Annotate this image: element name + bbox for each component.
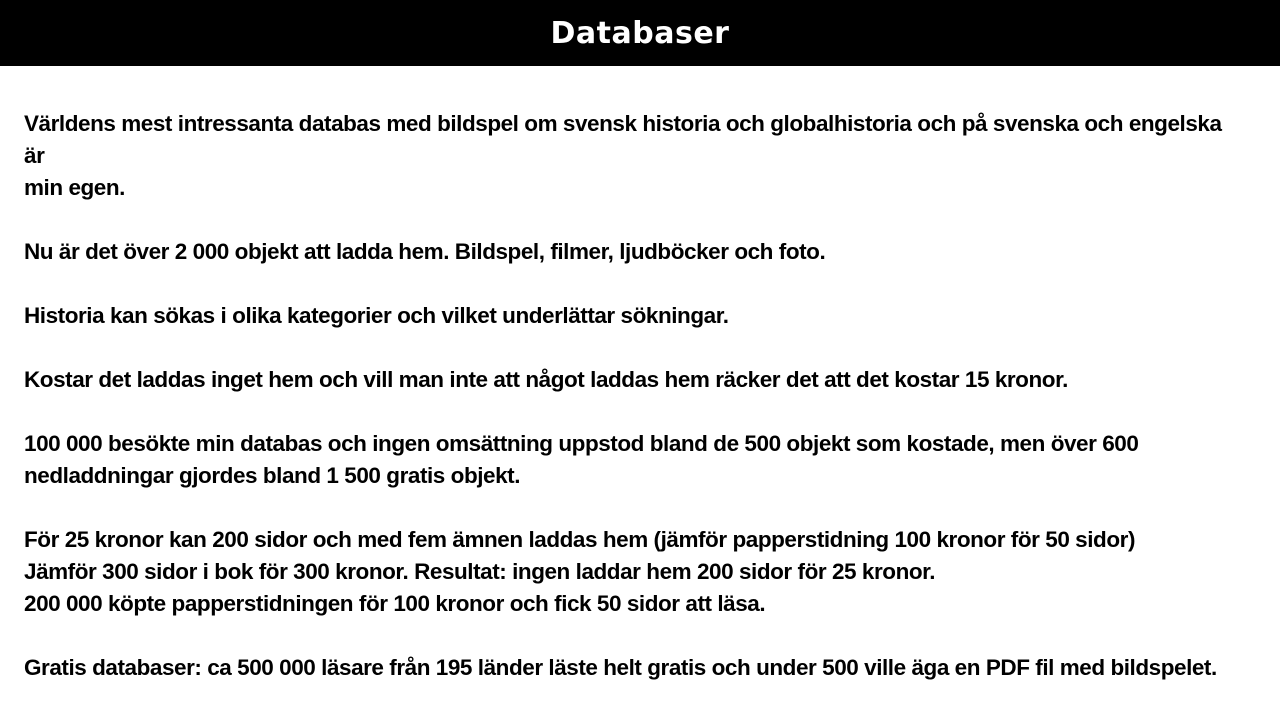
text-line: Gratis databaser: ca 500 000 läsare från 195 länder läste helt gratis och under 500 ville äga en PDF fil med bildspelet. <box>24 655 1217 680</box>
title-bar <box>0 0 1280 66</box>
text-line: Kostar det laddas inget hem och vill man inte att något laddas hem räcker det att det kostar 15 kronor. <box>24 367 1068 392</box>
text-line: 100 000 besökte min databas och ingen omsättning uppstod bland de 500 objekt som kostade, men över 600 <box>24 431 1139 456</box>
text-line: Jämför 300 sidor i bok för 300 kronor. Resultat: ingen laddar hem 200 sidor för 25 kronor. <box>24 559 936 584</box>
text-line: För 25 kronor kan 200 sidor och med fem ämnen laddas hem (jämför papperstidning 100 kronor för 50 sidor) <box>24 527 1135 552</box>
text-line: 200 000 köpte papperstidningen för 100 kronor och fick 50 sidor att läsa. <box>24 591 766 616</box>
paragraph-categories <box>24 300 1260 332</box>
text-line: Världens mest intressanta databas med bildspel om svensk historia och globalhistoria och på svenska och engelska <box>24 111 1222 136</box>
page-title: Databaser <box>550 15 730 51</box>
text-line: min egen. <box>24 175 125 200</box>
text-line: Nu är det över 2 000 objekt att ladda hem. Bildspel, filmer, ljudböcker och foto. <box>24 239 826 264</box>
paragraph-intro <box>24 108 1260 204</box>
paragraph-cost <box>24 364 1260 396</box>
text-line: nedladdningar gjordes bland 1 500 gratis objekt. <box>24 463 521 488</box>
paragraph-price-comparison <box>24 524 1260 620</box>
text-line: är <box>24 143 45 168</box>
paragraph-object-count <box>24 236 1260 268</box>
document-body <box>24 108 1260 684</box>
paragraph-free-databases <box>24 652 1260 684</box>
text-line: Historia kan sökas i olika kategorier och vilket underlättar sökningar. <box>24 303 729 328</box>
paragraph-visitors <box>24 428 1260 492</box>
